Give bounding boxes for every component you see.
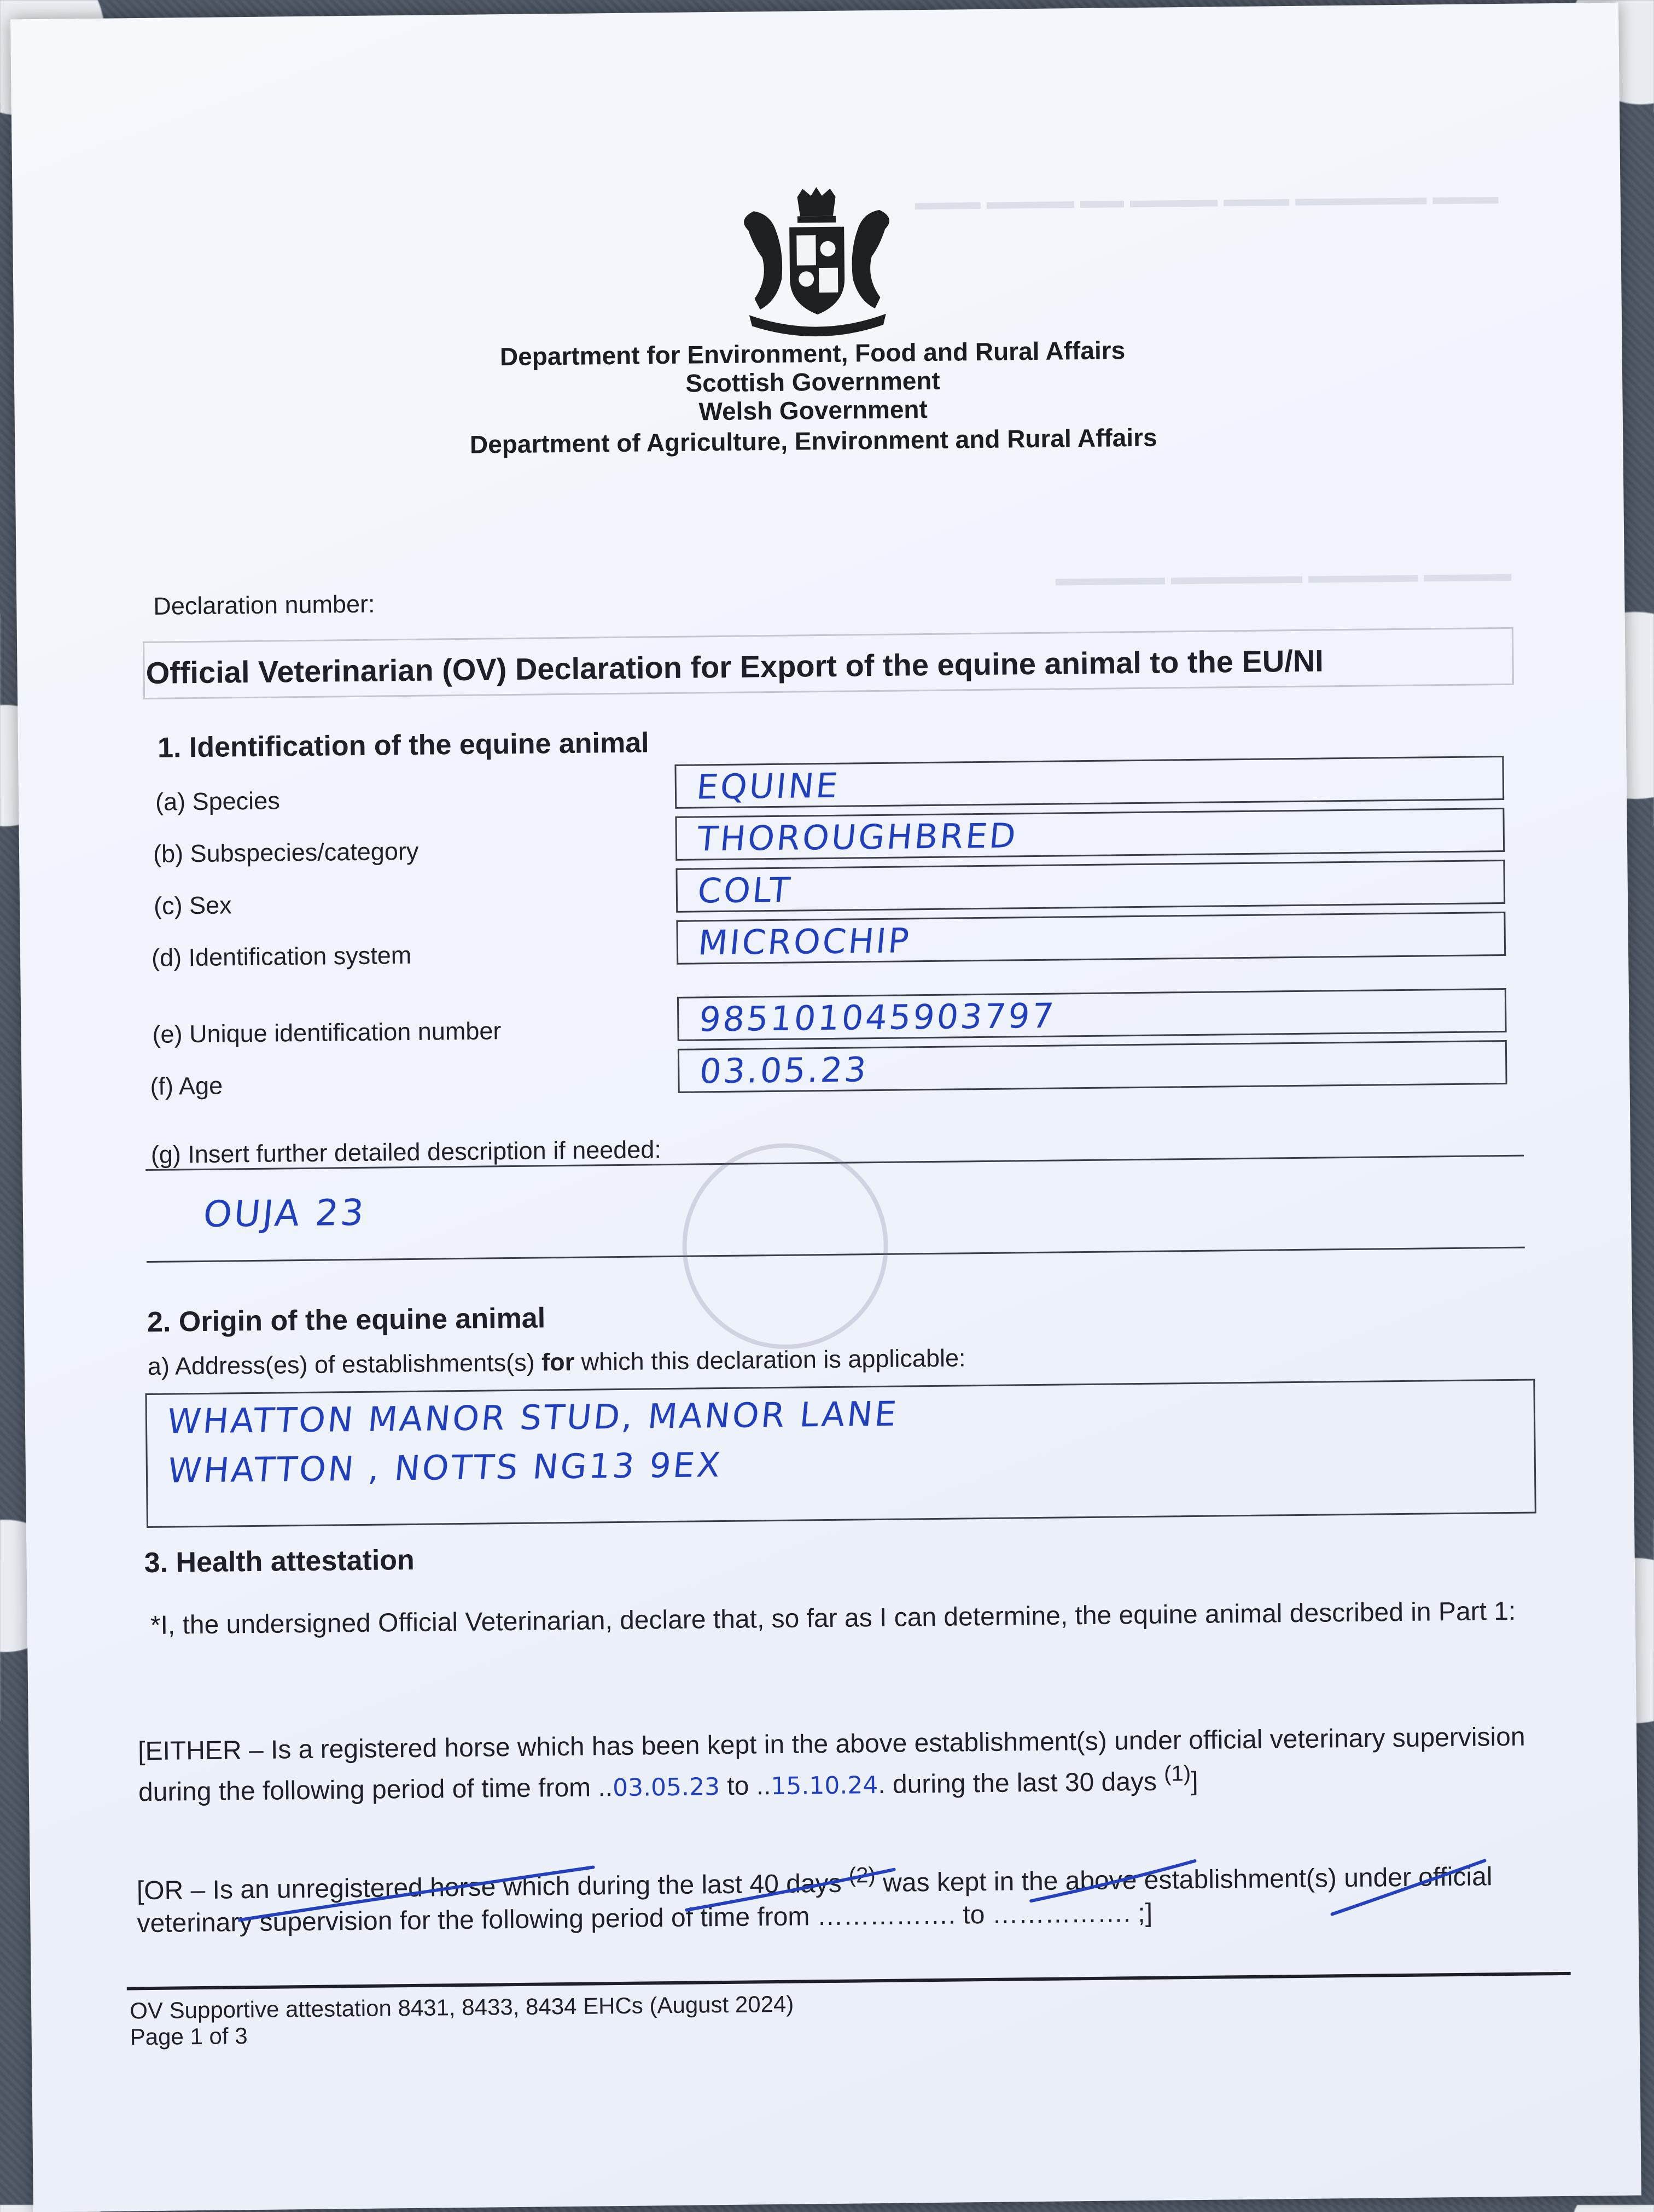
sex-label: (c) Sex [153, 891, 232, 920]
age-value: 03.05.23 [697, 1049, 870, 1092]
identification-system-label: (d) Identification system [151, 941, 412, 972]
address-line-1: WHATTON MANOR STUD, MANOR LANE [165, 1393, 900, 1441]
subspecies-label: (b) Subspecies/category [153, 837, 419, 868]
sex-field[interactable] [675, 860, 1505, 913]
page-title: Official Veterinarian (OV) Declaration for Export of the equine animal to the EU/NI [145, 643, 1324, 690]
unique-id-label: (e) Unique identification number [152, 1017, 502, 1048]
faint-stamp [682, 1142, 889, 1350]
footer-rule [127, 1972, 1571, 1991]
further-description-label: (g) Insert further detailed description if needed: [150, 1135, 662, 1169]
department-scottish-government: Scottish Government [685, 366, 940, 398]
either-to-date: 15.10.24 [771, 1771, 878, 1801]
unique-id-value: 985101045903797 [697, 995, 1058, 1040]
subspecies-value: THOROUGHBRED [695, 815, 1020, 859]
sex-value: COLT [696, 869, 794, 911]
species-label: (a) Species [155, 786, 280, 816]
page-number: Page 1 of 3 [130, 2023, 248, 2050]
show-through-text: ▬▬▬ ▬▬▬▬ ▬▬ ▬▬▬▬ ▬▬▬ ▬▬▬▬▬▬ ▬▬▬ [915, 184, 1499, 215]
royal-crest-icon [715, 185, 919, 340]
department-daera: Department of Agriculture, Environment and Rural Affairs [469, 423, 1157, 459]
either-clause: [EITHER – Is a registered horse which has been kept in the above establishment(s) under official veterinary supervision during the following period of time from ..03.05.23 to ..15.10.24. during the last 30 days $^{(1)}$] [137, 1722, 1525, 1807]
department-defra: Department for Environment, Food and Rural Affairs [499, 336, 1126, 371]
section1-heading: 1. Identification of the equine animal [157, 727, 649, 764]
identification-system-value: MICROCHIP [696, 920, 913, 963]
further-description-value: OUJA 23 [201, 1191, 368, 1235]
show-through-text: ▬▬▬▬▬ ▬▬▬▬▬▬ ▬▬▬▬▬ ▬▬▬▬ [1055, 561, 1512, 591]
health-attestation-intro: *I, the undersigned Official Veterinarian, declare that, so far as I can determine, the equine animal described in Part 1: [150, 1596, 1516, 1640]
address-label: a) Address(es) of establishments(s) for which this declaration is applicable: [147, 1344, 966, 1381]
or-clause: [OR – Is an unregistered horse which during the last 40 days $^{(2)}$ was kept in the above establishment(s) under official veterinary supervision for the following period of time from ……………. to ……………. ;] [136, 1862, 1493, 1939]
declaration-number-label: Declaration number: [153, 590, 375, 620]
species-value: EQUINE [695, 765, 842, 807]
address-line-2: WHATTON , NOTTS NG13 9EX [166, 1444, 724, 1491]
department-welsh-government: Welsh Government [698, 394, 928, 426]
strike-through-marks [237, 1847, 1496, 1942]
age-label: (f) Age [150, 1071, 223, 1100]
document-page [10, 3, 1641, 2212]
either-from-date: 03.05.23 [612, 1773, 720, 1802]
section3-heading: 3. Health attestation [144, 1544, 415, 1579]
section2-heading: 2. Origin of the equine animal [147, 1302, 546, 1339]
footer-reference: OV Supportive attestation 8431, 8433, 8434 EHCs (August 2024) [129, 1991, 794, 2024]
